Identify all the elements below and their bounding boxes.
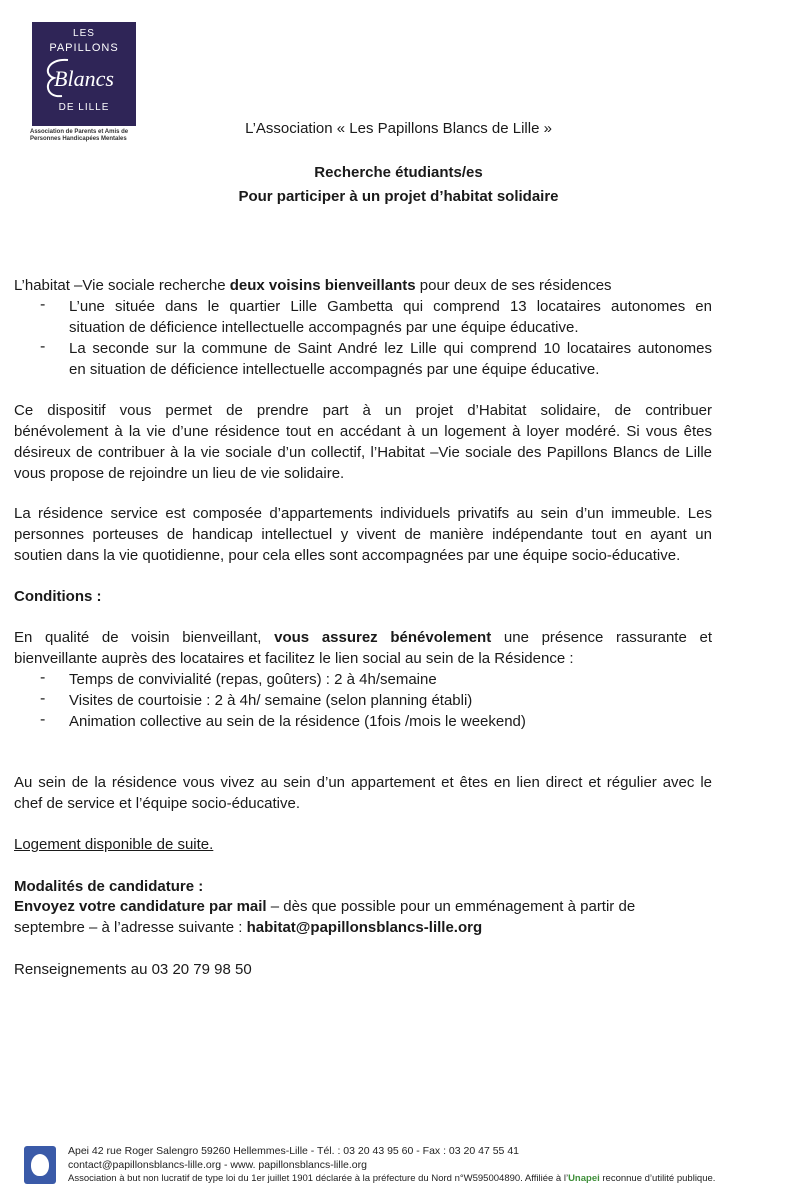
paragraph-dispositif [14, 400, 712, 484]
list-item: Visites de courtoisie : 2 à 4h/ semaine (selon planning établi) [69, 692, 473, 709]
paragraph-line [14, 917, 712, 938]
list-item [69, 338, 712, 380]
intro-lead-end: pour deux de ses résidences [415, 277, 612, 294]
footer-legal-end: reconnue d’utilité publique. [599, 1173, 716, 1184]
residence-list [0, 296, 797, 380]
contact-phone: Renseignements au 03 20 79 98 50 [14, 961, 252, 978]
conditions-heading: Conditions : [14, 588, 102, 605]
application-email[interactable]: habitat@papillonsblancs-lille.org [246, 919, 483, 936]
conditions-paragraph [14, 627, 712, 669]
headline-line1: Recherche étudiants/es [314, 164, 483, 181]
headline-line2: Pour participer à un projet d’habitat solidaire [238, 188, 559, 205]
list-item: Temps de convivialité (repas, goûters) : 2 à 4h/semaine [69, 671, 437, 688]
logo-text-blancs: Blancs [54, 66, 114, 91]
logo-caption-line2: Personnes Handicapées Mentales [30, 136, 127, 142]
conditions-text: En qualité de voisin bienveillant, [14, 629, 275, 646]
paragraph-line: chef de service et l’équipe socio-éducative. [14, 795, 300, 812]
paragraph-line: vous propose de rejoindre un lieu de vie solidaire. [14, 465, 345, 482]
application-text: – dès que possible pour un emménagement à partir de [266, 898, 636, 915]
paragraph-line: bienveillante auprès des locataires et facilitez le lien social au sein de la Résidence : [14, 650, 574, 667]
footer-contact[interactable]: contact@papillonsblancs-lille.org - www. papillonsblancs-lille.org [68, 1159, 367, 1171]
list-item [69, 296, 712, 338]
conditions-list [0, 669, 797, 732]
list-dash: - [40, 669, 46, 686]
intro-lead-bold: deux voisins bienveillants [229, 277, 416, 294]
paragraph-line: Ce dispositif vous permet de prendre part à un projet d’Habitat solidaire, de contribuer [14, 402, 712, 419]
unapei-logo: Unapei [568, 1173, 600, 1184]
paragraph-line: La résidence service est composée d’appartements individuels privatifs au sein d’un immeuble. Les [14, 505, 712, 522]
paragraph-line: Au sein de la résidence vous vivez au sein d’un appartement et êtes en lien direct et régulier avec le [14, 774, 712, 791]
association-logo [32, 22, 136, 126]
logo-text-de-lille: DE LILLE [58, 102, 110, 113]
application-paragraph [14, 896, 712, 938]
application-address-label: septembre – à l’adresse suivante : [14, 919, 247, 936]
logo-caption-line1: Association de Parents et Amis de [30, 129, 129, 135]
paragraph-line [14, 896, 712, 917]
list-item-line: La seconde sur la commune de Saint André lez Lille qui comprend 10 locataires autonomes [69, 340, 712, 357]
face-icon [31, 1154, 49, 1176]
application-bold: Envoyez votre candidature par mail [14, 898, 267, 915]
list-item: Animation collective au sein de la résidence (1fois /mois le weekend) [69, 713, 526, 730]
list-dash: - [40, 711, 46, 728]
application-heading: Modalités de candidature : [14, 878, 204, 895]
butterfly-icon [40, 56, 70, 102]
paragraph-line: personnes porteuses de handicap intellectuel y vivent de manière indépendante tout en ayant un [14, 526, 712, 543]
paragraph-line: soutien dans la vie quotidienne, pour cela elles sont accompagnées par une équipe socio-éducative. [14, 547, 681, 564]
conditions-bold: vous assurez bénévolement [274, 629, 492, 646]
conditions-text-end: une présence rassurante et [491, 629, 712, 646]
logo-text-papillons: PAPILLONS [49, 42, 119, 54]
list-dash: - [40, 338, 46, 355]
list-item-line: en situation de déficience intellectuelle accompagnés par une équipe éducative. [69, 361, 600, 378]
association-title: L’Association « Les Papillons Blancs de Lille » [245, 120, 552, 137]
intro-lead [14, 275, 712, 296]
list-item-line: situation de déficience intellectuelle accompagnés par une équipe éducative. [69, 319, 579, 336]
logo-text-les: LES [73, 28, 95, 39]
availability-notice: Logement disponible de suite. [14, 836, 214, 853]
intro-lead-text: L’habitat –Vie sociale recherche [14, 277, 230, 294]
apei-logo [24, 1146, 56, 1184]
paragraph-appartement [14, 772, 712, 814]
paragraph-residence [14, 503, 712, 566]
footer-legal [68, 1173, 715, 1184]
list-dash: - [40, 296, 46, 313]
list-dash: - [40, 690, 46, 707]
footer-legal-text: Association à but non lucratif de type loi du 1er juillet 1901 déclarée à la préfecture du Nord n°W595004890. Affiliée à l’ [68, 1173, 569, 1184]
list-item-line: L’une située dans le quartier Lille Gambetta qui comprend 13 locataires autonomes en [69, 298, 712, 315]
footer-address: Apei 42 rue Roger Salengro 59260 Hellemmes-Lille - Tél. : 03 20 43 95 60 - Fax : 03 20 47 55 41 [68, 1145, 519, 1157]
paragraph-line: désireux de contribuer à la vie sociale d’un collectif, l’Habitat –Vie sociale des Papillons Blancs de Lille [14, 444, 712, 461]
paragraph-line [14, 627, 712, 648]
paragraph-line: bénévolement à la vie d’une résidence tout en accédant à un logement à loyer modéré. Si vous êtes [14, 423, 712, 440]
